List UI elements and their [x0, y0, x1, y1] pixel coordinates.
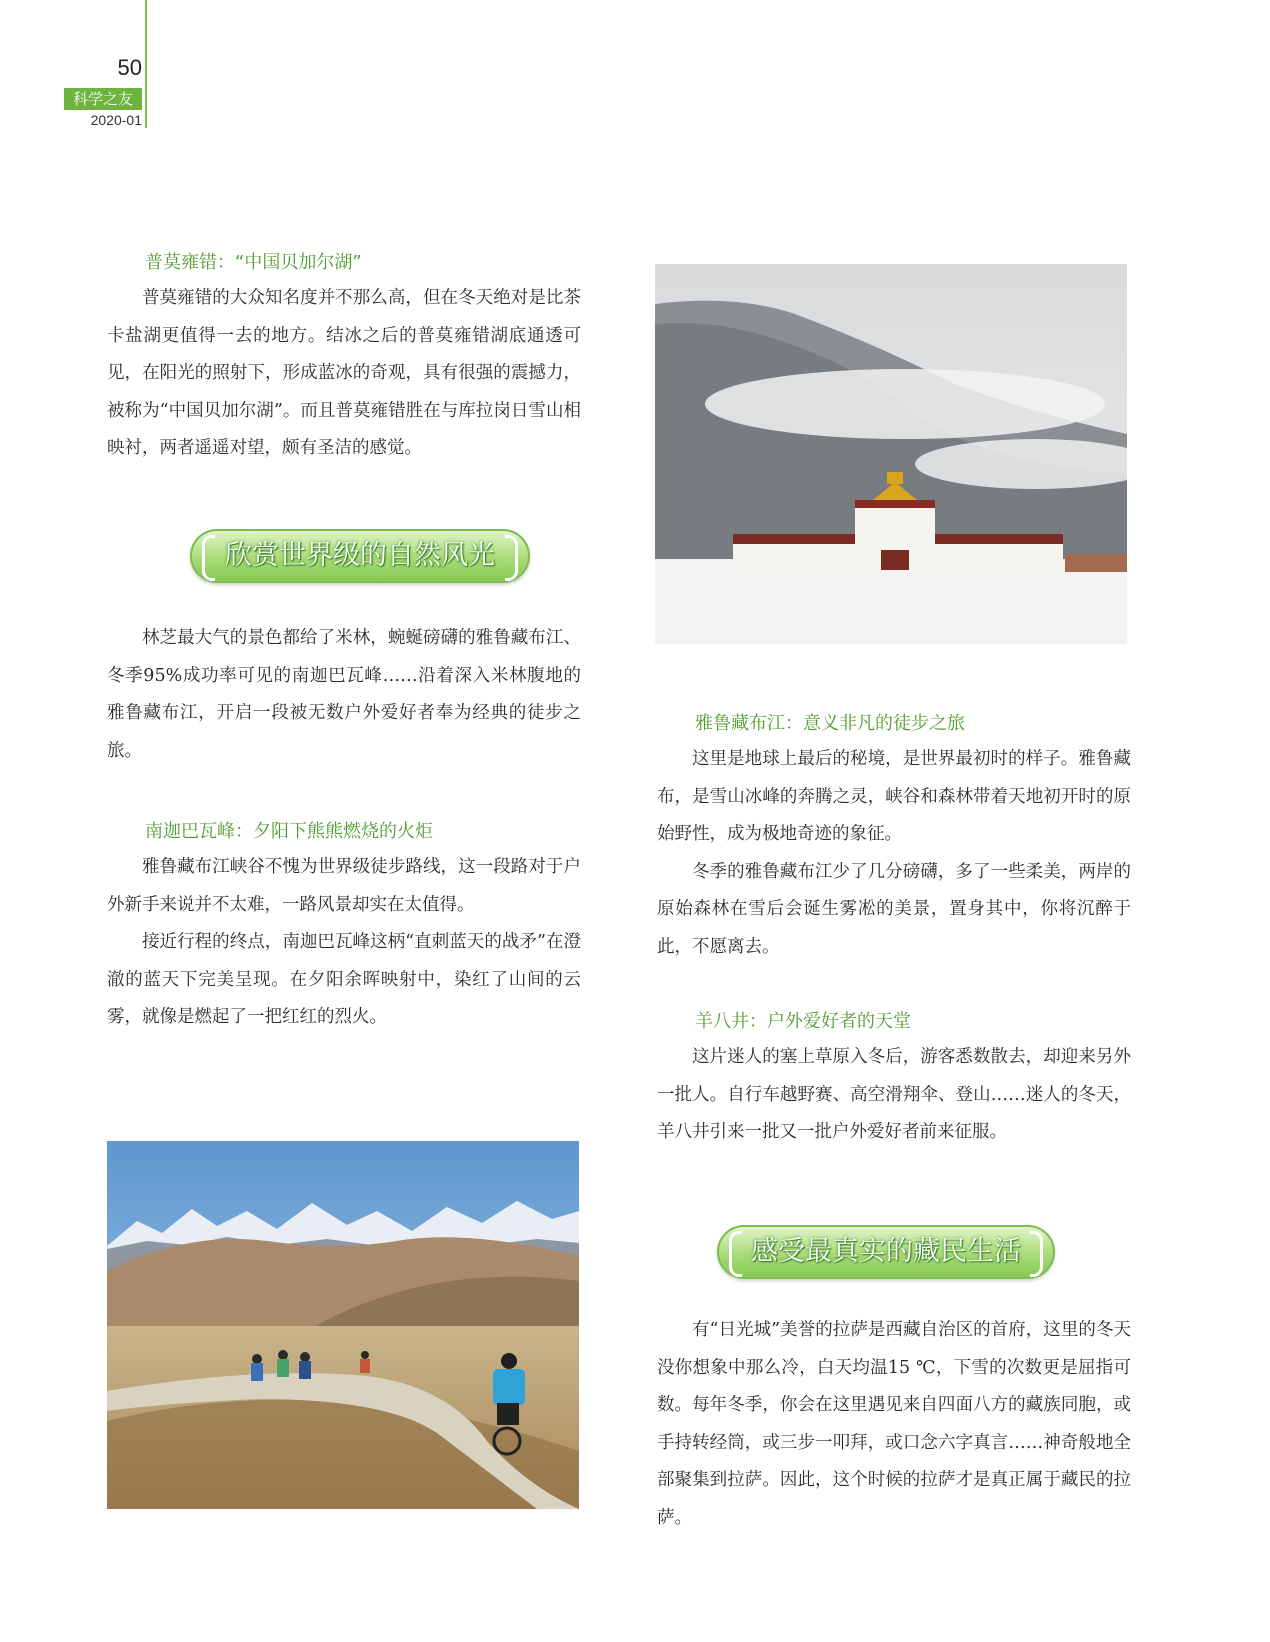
paragraph: 林芝最大气的景色都给了米林，蜿蜒磅礴的雅鲁藏布江、冬季95%成功率可见的南迦巴瓦峰……沿着深入米林腹地的雅鲁藏布江，开启一段被无数户外爱好者奉为经典的徒步之旅。 [107, 628, 581, 761]
paragraph: 雅鲁藏布江峡谷不愧为世界级徒步路线，这一段路对于户外新手来说并不太难，一路风景却实在太值得。 [107, 857, 581, 915]
header-divider [145, 0, 147, 128]
paragraph: 普莫雍错的大众知名度并不那么高，但在冬天绝对是比茶卡盐湖更值得一去的地方。结冰之后的普莫雍错湖底通透可见，在阳光的照射下，形成蓝冰的奇观，具有很强的震撼力，被称为“中国贝加尔湖”。而且普莫雍错胜在与库拉岗日雪山相映衬，两者遥遥对望，颇有圣洁的感觉。 [107, 288, 581, 458]
banner-title: 感受最真实的藏民生活 [751, 1236, 1021, 1267]
section-banner [190, 529, 530, 583]
section-yangbajing [657, 1005, 1131, 1152]
issue-date: 2020-01 [90, 112, 142, 128]
paragraph: 这里是地球上最后的秘境，是世界最初时的样子。雅鲁藏布，是雪山冰峰的奔腾之灵，峡谷和森林带着天地初开时的原始野性，成为极地奇迹的象征。 [657, 749, 1131, 844]
section-yarlung [657, 707, 1131, 966]
section-banner [717, 1225, 1055, 1279]
page-number: 50 [117, 55, 142, 80]
section-nanjiabawa [107, 815, 581, 1037]
paragraph: 接近行程的终点，南迦巴瓦峰这柄“直刺蓝天的战矛”在澄澈的蓝天下完美呈现。在夕阳余晖映射中，染红了山间的云雾，就像是燃起了一把红红的烈火。 [107, 932, 581, 1027]
magazine-label: 科学之友 [64, 88, 142, 110]
section-milin [107, 620, 581, 770]
paragraph: 这片迷人的塞上草原入冬后，游客悉数散去，却迎来另外一批人。自行车越野赛、高空滑翔伞、登山……迷人的冬天，羊八井引来一批又一批户外爱好者前来征服。 [657, 1047, 1131, 1142]
monastery-photo [655, 264, 1127, 644]
section-lhasa [657, 1312, 1131, 1537]
section-heading: 羊八井：户外爱好者的天堂 [695, 1011, 911, 1032]
paragraph: 有“日光城”美誉的拉萨是西藏自治区的首府，这里的冬天没你想象中那么冷，白天均温15 ℃，下雪的次数更是屈指可数。每年冬季，你会在这里遇见来自四面八方的藏族同胞，或手持转经筒，或三步一叩拜，或口念六字真言……神奇般地全部聚集到拉萨。因此，这个时候的拉萨才是真正属于藏民的拉萨。 [657, 1320, 1131, 1528]
section-heading: 南迦巴瓦峰：夕阳下熊熊燃烧的火炬 [145, 821, 433, 842]
section-heading: 雅鲁藏布江：意义非凡的徒步之旅 [695, 713, 965, 734]
section-pumoyongcuo [107, 246, 581, 468]
cyclists-photo [107, 1141, 579, 1509]
section-heading: 普莫雍错：“中国贝加尔湖” [145, 252, 362, 273]
banner-title: 欣赏世界级的自然风光 [225, 540, 495, 571]
paragraph: 冬季的雅鲁藏布江少了几分磅礴，多了一些柔美，两岸的原始森林在雪后会诞生雾凇的美景，置身其中，你将沉醉于此，不愿离去。 [657, 861, 1131, 957]
